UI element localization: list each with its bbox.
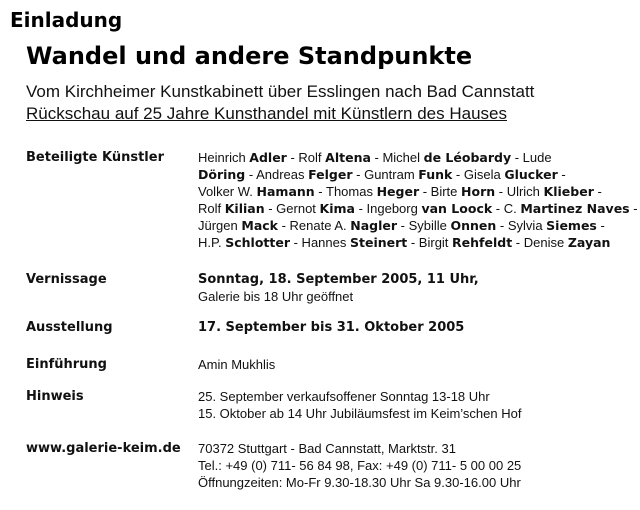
artist-text: - Sybille <box>397 218 451 233</box>
artists-line <box>198 234 638 251</box>
artist-surname: Onnen <box>450 218 497 233</box>
contact-info <box>198 440 521 491</box>
contact-phone-fax: Tel.: +49 (0) 711- 56 84 98, Fax: +49 (0) 711- 5 00 00 25 <box>198 458 522 473</box>
artist-text: - Renate A. <box>277 218 351 233</box>
artist-text: Volker W. <box>198 184 257 199</box>
artist-text: - Thomas <box>314 184 377 199</box>
artist-surname: Felger <box>308 167 353 182</box>
artist-text: - Birgit <box>407 235 453 250</box>
artist-surname: Döring <box>198 167 246 182</box>
vernissage-label: Vernissage <box>26 272 107 287</box>
artist-surname: Schlotter <box>225 235 290 250</box>
artist-surname: van Loock <box>421 201 493 216</box>
note-label: Hinweis <box>26 389 84 404</box>
artist-surname: Adler <box>249 150 287 165</box>
exhibition-dates <box>198 319 464 336</box>
exhibition-title: Wandel und andere Standpunkte <box>26 42 473 70</box>
vernissage-date: Sonntag, 18. September 2005, 11 Uhr, <box>198 272 479 287</box>
artist-surname: Kilian <box>224 201 265 216</box>
artist-surname: Zayan <box>567 235 611 250</box>
exhibition-date-range: 17. September bis 31. Oktober 2005 <box>198 320 465 335</box>
note-line-2: 15. Oktober ab 14 Uhr Jubiläumsfest im Keim’schen Hof <box>198 406 522 421</box>
artist-text: - <box>596 218 605 233</box>
exhibition-subtitle: Vom Kirchheimer Kunstkabinett über Esslingen nach Bad Cannstatt <box>26 82 535 101</box>
artist-surname: Martinez Naves <box>520 201 630 216</box>
artist-surname: Steinert <box>349 235 408 250</box>
artist-surname: Funk <box>418 167 453 182</box>
vernissage-opening-hours: Galerie bis 18 Uhr geöffnet <box>198 289 354 304</box>
artist-surname: Glucker <box>504 167 558 182</box>
introduction-label: Einführung <box>26 357 107 372</box>
artist-text: Rolf <box>198 201 225 216</box>
note-info <box>198 388 521 422</box>
exhibition-label: Ausstellung <box>26 320 113 335</box>
artists-line <box>198 183 638 200</box>
artist-text: - Michel <box>370 150 424 165</box>
artist-surname: Rehfeldt <box>452 235 513 250</box>
artist-text: - <box>557 167 566 182</box>
artist-surname: Horn <box>461 184 496 199</box>
artist-text: - Guntram <box>352 167 419 182</box>
artist-text: - Birte <box>419 184 462 199</box>
artist-text: - <box>593 184 602 199</box>
artists-line <box>198 166 638 183</box>
artist-surname: Kima <box>319 201 355 216</box>
artist-text: - Lude <box>511 150 552 165</box>
artist-text: Heinrich <box>198 150 250 165</box>
vernissage-info <box>198 271 479 305</box>
contact-address: 70372 Stuttgart - Bad Cannstatt, Marktstr. 31 <box>198 441 456 456</box>
artists-list <box>198 149 638 251</box>
artist-surname: Altena <box>325 150 371 165</box>
artist-text: - Andreas <box>245 167 309 182</box>
artist-text: - C. <box>492 201 521 216</box>
invitation-heading: Einladung <box>10 8 123 32</box>
artist-text: - Gernot <box>264 201 320 216</box>
artist-surname: Klieber <box>543 184 594 199</box>
contact-opening-hours: Öffnungzeiten: Mo-Fr 9.30-18.30 Uhr Sa 9.30-16.00 Uhr <box>198 475 521 490</box>
artists-line <box>198 217 638 234</box>
artists-line <box>198 149 638 166</box>
artist-text: - Sylvia <box>496 218 547 233</box>
artists-label: Beteiligte Künstler <box>26 150 164 165</box>
exhibition-retrospective-line: Rückschau auf 25 Jahre Kunsthandel mit Künstlern des Hauses <box>26 104 507 123</box>
artist-surname: Siemes <box>546 218 597 233</box>
artist-text: Jürgen <box>198 218 242 233</box>
artist-text: - Ingeborg <box>354 201 422 216</box>
website-link[interactable]: www.galerie-keim.de <box>26 441 181 456</box>
artist-surname: Hamann <box>256 184 315 199</box>
note-line-1: 25. September verkaufsoffener Sonntag 13-18 Uhr <box>198 389 490 404</box>
artist-surname: Nagler <box>350 218 398 233</box>
artist-text: - Hannes <box>290 235 350 250</box>
artist-text: - Denise <box>512 235 568 250</box>
artist-text: - Ulrich <box>495 184 544 199</box>
artist-text: - Gisela <box>452 167 505 182</box>
artist-text: H.P. <box>198 235 226 250</box>
artists-line <box>198 200 638 217</box>
introduction-speaker: Amin Mukhlis <box>198 357 276 372</box>
artist-text: - Rolf <box>286 150 326 165</box>
artist-surname: de Léobardy <box>423 150 512 165</box>
artist-surname: Heger <box>376 184 420 199</box>
artist-text: - <box>629 201 638 216</box>
artist-surname: Mack <box>241 218 278 233</box>
